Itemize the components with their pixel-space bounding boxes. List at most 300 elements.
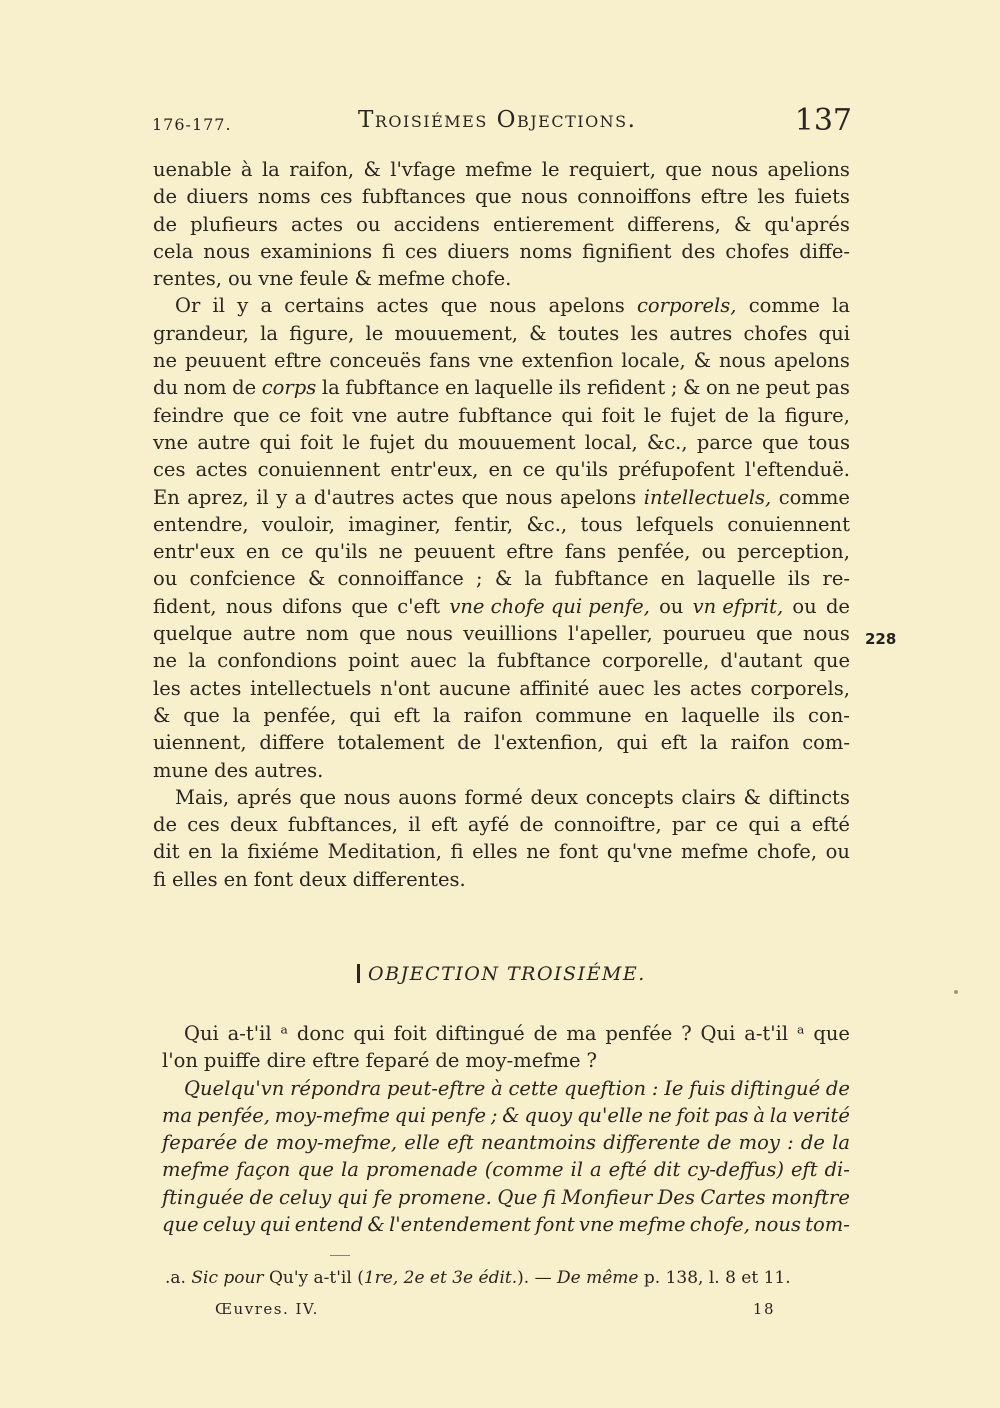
- word: il: [256, 485, 269, 509]
- objection-line: [162, 1129, 850, 1156]
- word: de: [825, 1076, 850, 1100]
- word: fubftance: [458, 403, 553, 427]
- word: de: [153, 185, 178, 209]
- word: chofe,: [756, 840, 818, 864]
- word: eftre: [700, 185, 749, 209]
- word: mefme: [162, 1158, 230, 1182]
- word: figure,: [784, 403, 850, 427]
- word: le: [365, 321, 384, 345]
- word: peut: [765, 376, 811, 400]
- section-title: [357, 963, 646, 985]
- word: que: [756, 622, 793, 646]
- word: fi: [450, 840, 464, 864]
- word: l'apeller,: [568, 622, 653, 646]
- word: en: [660, 567, 685, 591]
- word: feparée: [162, 1131, 238, 1155]
- running-title: Troisiémes Objections.: [358, 107, 637, 133]
- word: deux: [230, 813, 278, 837]
- word: certains: [284, 294, 365, 318]
- word: Qui: [700, 1022, 736, 1045]
- word: ;: [490, 1103, 498, 1127]
- word: ne: [735, 376, 761, 400]
- italic-term: vne chofe qui penfe,: [449, 594, 650, 618]
- page-range: 176-177.: [152, 115, 232, 134]
- word: eft: [447, 1131, 474, 1155]
- word: la: [232, 703, 251, 727]
- word: ne: [153, 349, 178, 373]
- objection-line: [162, 1156, 850, 1183]
- word: mefme: [618, 1213, 686, 1237]
- word: raifon,: [289, 158, 355, 181]
- word: a-t'il: [227, 1022, 272, 1045]
- word: affinité: [519, 676, 590, 700]
- word: de: [249, 1185, 274, 1209]
- word: ou: [153, 567, 178, 591]
- word: peut-eftre: [386, 1076, 486, 1100]
- word: Monfieur: [561, 1185, 653, 1209]
- word: actes: [689, 676, 742, 700]
- word: ou: [659, 594, 684, 618]
- word: foit: [676, 1103, 710, 1127]
- word: a: [789, 813, 802, 837]
- word: de: [800, 1131, 825, 1155]
- word: qu'ils: [314, 540, 368, 564]
- word: Que: [497, 1185, 538, 1209]
- word: qui: [394, 1103, 426, 1127]
- word: ;: [670, 376, 678, 400]
- word: nous: [803, 622, 850, 646]
- word: ces: [404, 239, 438, 263]
- text-line: [153, 320, 850, 347]
- word: qui: [259, 1213, 291, 1237]
- word: mefme: [680, 840, 749, 864]
- word: intellectuels: [250, 676, 372, 700]
- main-text: [153, 156, 850, 893]
- word: entierement: [493, 212, 614, 236]
- word: &: [153, 703, 171, 727]
- word: rentes,: [153, 267, 223, 291]
- word: mefme: [465, 158, 533, 181]
- word: le: [643, 403, 662, 427]
- word: on: [706, 376, 731, 400]
- word: plufieurs: [190, 212, 278, 236]
- word: la: [321, 376, 340, 400]
- word: actes: [195, 458, 248, 482]
- word: l'on: [162, 1049, 198, 1073]
- word: corporelle,: [601, 649, 710, 673]
- word: fi: [542, 1185, 556, 1209]
- word: (comme: [484, 1158, 564, 1182]
- word: parce: [696, 430, 753, 454]
- word: differens,: [627, 212, 721, 236]
- word: la: [261, 158, 280, 181]
- word: &: [693, 349, 712, 373]
- word: du: [423, 430, 449, 454]
- word: eftre: [312, 1049, 360, 1073]
- word: quelque: [153, 622, 233, 646]
- word: uenable: [153, 158, 232, 181]
- word: à: [240, 158, 253, 181]
- word: la: [700, 731, 718, 755]
- word: fentir,: [454, 512, 514, 536]
- word: que: [351, 594, 388, 618]
- word: connoiftre,: [553, 813, 662, 837]
- word: du: [153, 376, 179, 400]
- word: feule: [299, 267, 349, 291]
- word: vne: [478, 349, 514, 373]
- word: qui: [349, 703, 381, 727]
- word: &: [502, 1103, 520, 1127]
- word: la: [341, 1158, 359, 1182]
- word: que: [162, 1213, 199, 1237]
- word: deux: [530, 785, 579, 809]
- text-line: [153, 484, 850, 511]
- word: comme: [778, 485, 850, 509]
- word: diftingué: [435, 1022, 525, 1045]
- word: ce: [715, 813, 739, 837]
- word: ᵃ: [796, 1022, 805, 1045]
- word: feparé: [365, 1049, 430, 1073]
- word: cette: [508, 1076, 559, 1100]
- word: que: [813, 1022, 850, 1045]
- paper-speck: [954, 990, 958, 994]
- word: quoy: [524, 1103, 573, 1127]
- word: en: [644, 703, 669, 727]
- text-line: [153, 374, 850, 401]
- word: peuuent: [414, 540, 496, 564]
- word: auec: [597, 676, 645, 700]
- word: raifon: [463, 703, 523, 727]
- word: &c.,: [646, 430, 688, 454]
- word: uiennent,: [153, 731, 247, 755]
- word: totalement: [337, 731, 445, 755]
- word: noms: [257, 185, 311, 209]
- text-line: [153, 429, 850, 456]
- text-line: [153, 456, 850, 483]
- footnote-rule: [330, 1255, 350, 1256]
- word: ces: [153, 458, 186, 482]
- word: de: [724, 403, 749, 427]
- italic-term: vn efprit,: [692, 594, 784, 618]
- text-line: [153, 593, 850, 620]
- word: laquelle: [681, 703, 760, 727]
- word: feindre: [153, 403, 224, 427]
- page-footer: [215, 1300, 775, 1318]
- word: le: [541, 158, 560, 181]
- word: Meditation,: [327, 840, 442, 864]
- text-line: [153, 292, 850, 319]
- word: concepts: [585, 785, 674, 809]
- text-line: [153, 538, 850, 565]
- word: cela: [153, 239, 194, 263]
- word: eft: [393, 703, 421, 727]
- footnote-text-roman-3: p. 138, l. 8 et 11.: [643, 1268, 791, 1288]
- word: fans: [429, 349, 471, 373]
- word: la: [260, 321, 279, 345]
- footer-signature: Œuvres. IV.: [215, 1300, 319, 1318]
- word: que: [183, 703, 220, 727]
- word: chofes: [725, 239, 790, 263]
- word: puiffe: [203, 1049, 261, 1073]
- word: aucune: [438, 676, 511, 700]
- word: le: [342, 430, 361, 454]
- word: lefquels: [636, 512, 714, 536]
- word: a: [590, 1158, 602, 1182]
- word: celuy: [202, 1213, 256, 1237]
- word: fe: [373, 1185, 393, 1209]
- footnote-text-italic-2: 1re, 2e et 3e édit.: [363, 1268, 518, 1288]
- word: laquelle: [474, 376, 554, 400]
- text-line: [153, 702, 850, 729]
- word: fubftances: [361, 185, 466, 209]
- word: dit: [653, 1158, 681, 1182]
- word: penfée,: [196, 1103, 270, 1127]
- word: y: [276, 485, 288, 509]
- word: qui: [818, 321, 850, 345]
- text-line: [153, 757, 850, 784]
- word: ne: [153, 649, 178, 673]
- word: ftinguée: [162, 1185, 244, 1209]
- word: nous: [711, 158, 759, 181]
- text-line: [153, 647, 850, 674]
- word: que: [232, 403, 270, 427]
- margin-page-reference: 228: [865, 630, 897, 648]
- word: vouloir,: [261, 512, 335, 536]
- word: &: [734, 212, 752, 236]
- word: apelons: [560, 485, 637, 509]
- word: la: [757, 403, 776, 427]
- word: en: [223, 867, 248, 891]
- footnote: [165, 1268, 845, 1288]
- word: entend: [294, 1213, 364, 1237]
- word: figure,: [289, 321, 355, 345]
- word: qui: [616, 731, 648, 755]
- word: ou: [228, 267, 253, 291]
- word: grandeur,: [153, 321, 249, 345]
- word: noms: [519, 239, 573, 263]
- word: nous: [225, 594, 273, 618]
- word: les: [630, 321, 659, 345]
- word: autre: [396, 403, 450, 427]
- word: la: [188, 649, 207, 673]
- word: font: [535, 1213, 575, 1237]
- word: eft: [790, 1158, 818, 1182]
- word: nous: [343, 785, 391, 809]
- word: foit: [393, 1022, 427, 1045]
- word: ?: [681, 1022, 692, 1045]
- word: n'ont: [380, 676, 431, 700]
- text-line: [153, 784, 850, 811]
- word: qui: [561, 403, 593, 427]
- word: Qui: [184, 1022, 219, 1045]
- word: qu'ils: [555, 458, 609, 482]
- word: chofe.: [451, 267, 512, 291]
- word: celuy: [279, 1185, 332, 1209]
- word: Or: [175, 294, 201, 318]
- text-line: [153, 620, 850, 647]
- word: eftre: [506, 540, 554, 564]
- word: &c.,: [526, 512, 568, 536]
- footnote-text-italic-3: De même: [557, 1268, 639, 1288]
- word: En: [153, 485, 180, 509]
- word: moy-mefme: [274, 1103, 390, 1127]
- word: mouuement: [458, 430, 576, 454]
- word: raifon: [730, 731, 790, 755]
- text-line: [153, 211, 850, 238]
- word: de: [519, 813, 544, 837]
- word: donc: [296, 1022, 345, 1045]
- word: connoiffance: [337, 567, 464, 591]
- word: qui: [336, 1185, 369, 1209]
- word: eftre: [274, 349, 322, 373]
- word: fuiets: [794, 185, 850, 209]
- word: diftingué: [730, 1076, 821, 1100]
- word: de: [707, 1131, 732, 1155]
- word: penfée,: [263, 703, 337, 727]
- footnote-text-italic-1: Sic pour: [191, 1268, 264, 1288]
- word: les: [757, 185, 786, 209]
- text-line: [153, 156, 850, 183]
- word: formé: [464, 785, 523, 809]
- word: autres: [669, 321, 733, 345]
- word: fans: [564, 540, 607, 564]
- word: les: [653, 676, 682, 700]
- word: l'entendement: [389, 1213, 532, 1237]
- word: con-: [808, 703, 850, 727]
- word: conuiennent: [727, 512, 850, 536]
- word: diuers: [186, 185, 249, 209]
- text-line: [153, 811, 850, 838]
- word: deux: [299, 867, 347, 891]
- word: pas: [815, 376, 850, 400]
- word: fignifient: [582, 239, 672, 263]
- word: actes: [402, 485, 455, 509]
- word: &: [529, 321, 547, 345]
- footnote-marker: .a.: [165, 1268, 186, 1288]
- word: les: [153, 676, 181, 700]
- word: fubftance: [345, 376, 440, 400]
- word: que: [475, 185, 512, 209]
- word: tous: [807, 430, 850, 454]
- word: penfe: [430, 1103, 487, 1127]
- italic-term: corps: [261, 376, 317, 400]
- word: ayfé: [467, 813, 510, 837]
- word: differente: [603, 1131, 701, 1155]
- word: &: [363, 158, 381, 181]
- word: la: [832, 294, 850, 318]
- word: de: [153, 813, 178, 837]
- word: verité: [792, 1103, 850, 1127]
- word: font: [253, 867, 294, 891]
- word: de: [153, 212, 178, 236]
- word: fi: [153, 867, 167, 891]
- word: actes: [291, 212, 343, 236]
- word: en: [245, 540, 270, 564]
- word: chofe,: [689, 1213, 750, 1237]
- word: fuis: [689, 1076, 726, 1100]
- word: fubftance: [496, 649, 591, 673]
- objection-line: [162, 1047, 850, 1074]
- word: com-: [802, 731, 850, 755]
- word: des: [214, 758, 249, 782]
- word: que: [297, 1158, 334, 1182]
- objection-line: [162, 1211, 850, 1238]
- word: de: [533, 1022, 558, 1045]
- word: en: [188, 840, 213, 864]
- text-line: [153, 238, 850, 265]
- word: autre: [197, 430, 251, 454]
- word: penfée: [605, 1022, 673, 1045]
- word: moy: [738, 1131, 780, 1155]
- word: auons: [398, 785, 457, 809]
- text-line: [153, 729, 850, 756]
- word: ma: [566, 1022, 597, 1045]
- text-line: [153, 265, 850, 292]
- word: qu'vne: [606, 840, 673, 864]
- word: fubftance: [554, 567, 649, 591]
- word: monftre: [771, 1185, 850, 1209]
- word: fujet: [670, 403, 716, 427]
- word: la: [832, 1131, 850, 1155]
- section-title-text: OBJECTION TROISIÉME.: [368, 963, 646, 985]
- word: entr'eux,: [390, 458, 479, 482]
- word: qu'aprés: [764, 212, 850, 236]
- objection-line: [162, 1075, 850, 1102]
- word: fixiéme: [247, 840, 320, 864]
- word: ne: [647, 1103, 672, 1127]
- running-header: [152, 103, 852, 143]
- word: aprés: [236, 785, 292, 809]
- word: nous: [203, 239, 251, 263]
- word: difons: [281, 594, 343, 618]
- word: connoiffons: [577, 185, 692, 209]
- word: ne: [526, 840, 551, 864]
- word: locale,: [621, 349, 686, 373]
- word: vne: [258, 267, 294, 291]
- word: &: [494, 567, 513, 591]
- word: nous: [754, 1213, 801, 1237]
- word: eft: [660, 731, 688, 755]
- word: ce: [281, 540, 304, 564]
- word: confondions: [217, 649, 337, 673]
- word: &: [367, 1213, 385, 1237]
- word: clairs: [681, 785, 736, 809]
- italic-term: intellectuels,: [643, 485, 772, 509]
- word: fubftances,: [287, 813, 399, 837]
- footer-gathering-number: 18: [752, 1300, 775, 1318]
- text-line: [153, 866, 850, 893]
- word: corporels,: [750, 676, 850, 700]
- word: perception,: [737, 540, 850, 564]
- word: à: [753, 1103, 765, 1127]
- word: mefme: [377, 267, 446, 291]
- word: promenade: [365, 1158, 478, 1182]
- word: :: [787, 1131, 794, 1155]
- word: elle: [404, 1131, 440, 1155]
- word: requiert,: [568, 158, 656, 181]
- word: Cartes: [700, 1185, 766, 1209]
- word: ᵃ: [280, 1022, 288, 1045]
- word: qui: [259, 430, 291, 454]
- word: neantmoins: [480, 1131, 597, 1155]
- word: la: [432, 703, 451, 727]
- word: elles: [472, 840, 518, 864]
- word: entendre,: [153, 512, 249, 536]
- word: font: [558, 840, 599, 864]
- word: foit: [310, 403, 344, 427]
- text-line: [153, 511, 850, 538]
- word: a: [260, 294, 273, 318]
